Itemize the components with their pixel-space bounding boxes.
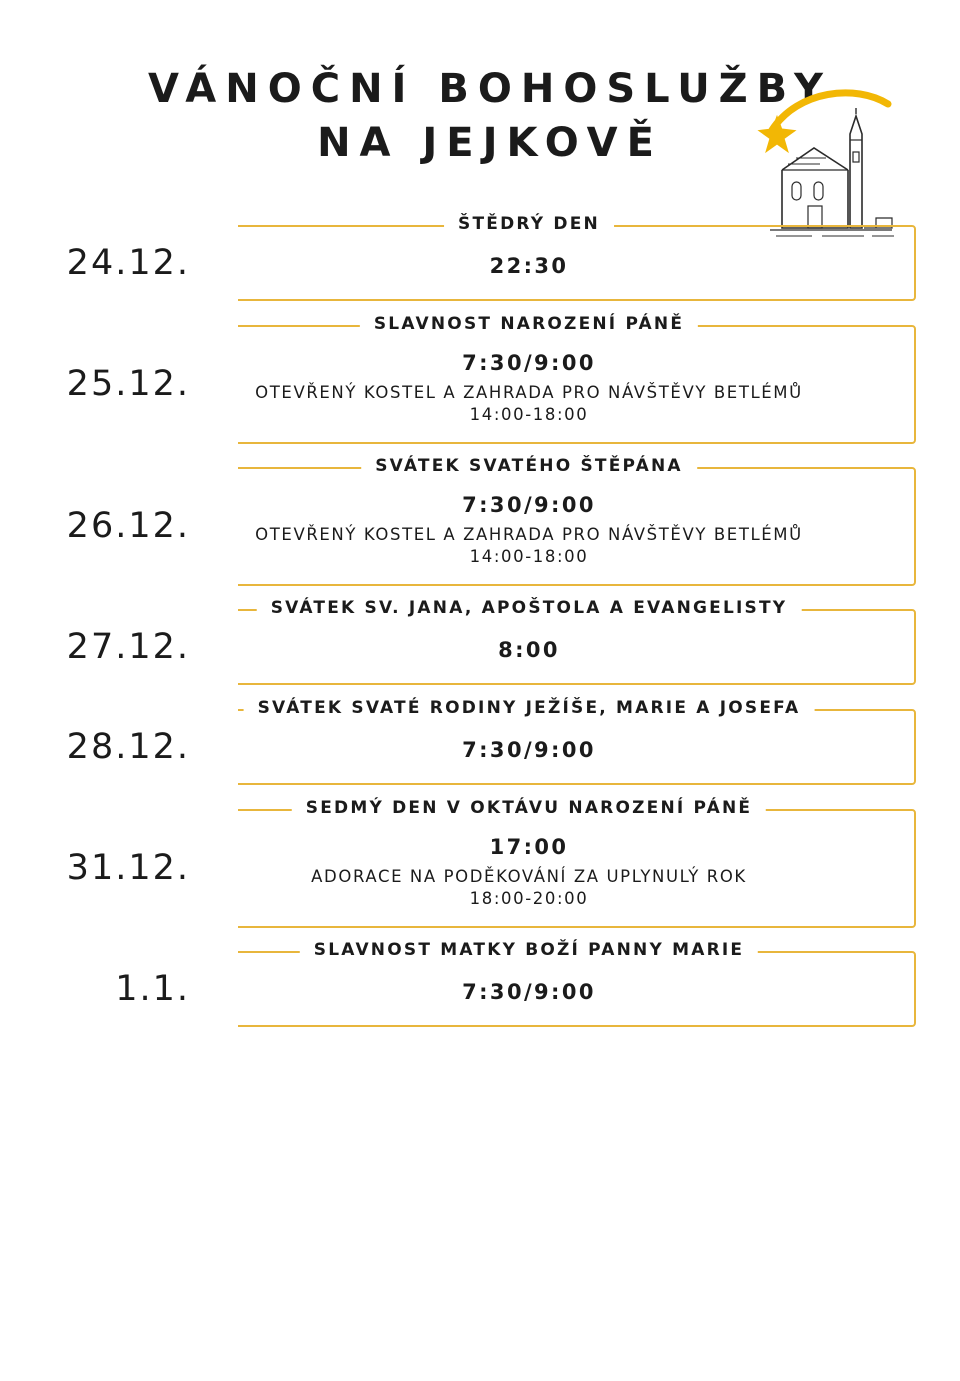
entry-box xyxy=(142,313,916,444)
entry-date: 28.12. xyxy=(66,727,190,767)
schedule-entry xyxy=(30,214,916,304)
entry-time: 8:00 xyxy=(498,638,560,662)
entry-title: SVÁTEK SV. JANA, APOŠTOLA A EVANGELISTY xyxy=(257,598,802,618)
entry-note: OTEVŘENÝ KOSTEL A ZAHRADA PRO NÁVŠTĚVY BETLÉMŮ xyxy=(255,382,803,402)
entry-time: 7:30/9:00 xyxy=(462,738,596,762)
entry-date: 25.12. xyxy=(66,364,190,404)
entry-date: 31.12. xyxy=(66,848,190,888)
entry-time: 7:30/9:00 xyxy=(462,980,596,1004)
entry-time: 7:30/9:00 xyxy=(462,350,596,375)
entry-time: 7:30/9:00 xyxy=(462,492,596,517)
schedule-entry xyxy=(30,598,916,688)
entry-title: SEDMÝ DEN V OKTÁVU NAROZENÍ PÁNĚ xyxy=(292,798,766,818)
entry-box xyxy=(142,455,916,586)
entry-box xyxy=(142,940,916,1027)
poster-header xyxy=(0,0,960,200)
entry-title: SVÁTEK SVATÉHO ŠTĚPÁNA xyxy=(361,456,697,476)
entry-box xyxy=(142,214,916,301)
entry-box xyxy=(142,698,916,785)
entry-box xyxy=(142,598,916,685)
entry-date: 26.12. xyxy=(66,506,190,546)
entry-title: SLAVNOST NAROZENÍ PÁNĚ xyxy=(360,314,698,334)
title-line-1: VÁNOČNÍ BOHOSLUŽBY xyxy=(148,66,832,112)
entry-time: 17:00 xyxy=(489,834,569,859)
entry-note-time: 14:00-18:00 xyxy=(469,546,589,566)
entry-note: OTEVŘENÝ KOSTEL A ZAHRADA PRO NÁVŠTĚVY BETLÉMŮ xyxy=(255,524,803,544)
entry-date: 27.12. xyxy=(66,627,190,667)
schedule-entry xyxy=(30,698,916,788)
entry-time: 22:30 xyxy=(489,254,569,278)
entry-title: SLAVNOST MATKY BOŽÍ PANNY MARIE xyxy=(300,940,758,960)
title-line-2: NA JEJKOVĚ xyxy=(317,120,663,166)
schedule-entry xyxy=(30,940,916,1030)
entry-note: ADORACE NA PODĚKOVÁNÍ ZA UPLYNULÝ ROK xyxy=(311,866,747,886)
schedule-entry xyxy=(30,797,916,930)
entry-title: ŠTĚDRÝ DEN xyxy=(444,214,614,234)
entry-title: SVÁTEK SVATÉ RODINY JEŽÍŠE, MARIE A JOSEFA xyxy=(244,698,815,718)
schedule-entry xyxy=(30,313,916,446)
schedule-entry xyxy=(30,455,916,588)
entry-note-time: 18:00-20:00 xyxy=(469,888,589,908)
entry-date: 24.12. xyxy=(66,243,190,283)
entry-note-time: 14:00-18:00 xyxy=(469,404,589,424)
service-schedule-list xyxy=(0,200,960,1030)
entry-date: 1.1. xyxy=(115,969,190,1009)
entry-box xyxy=(142,797,916,928)
